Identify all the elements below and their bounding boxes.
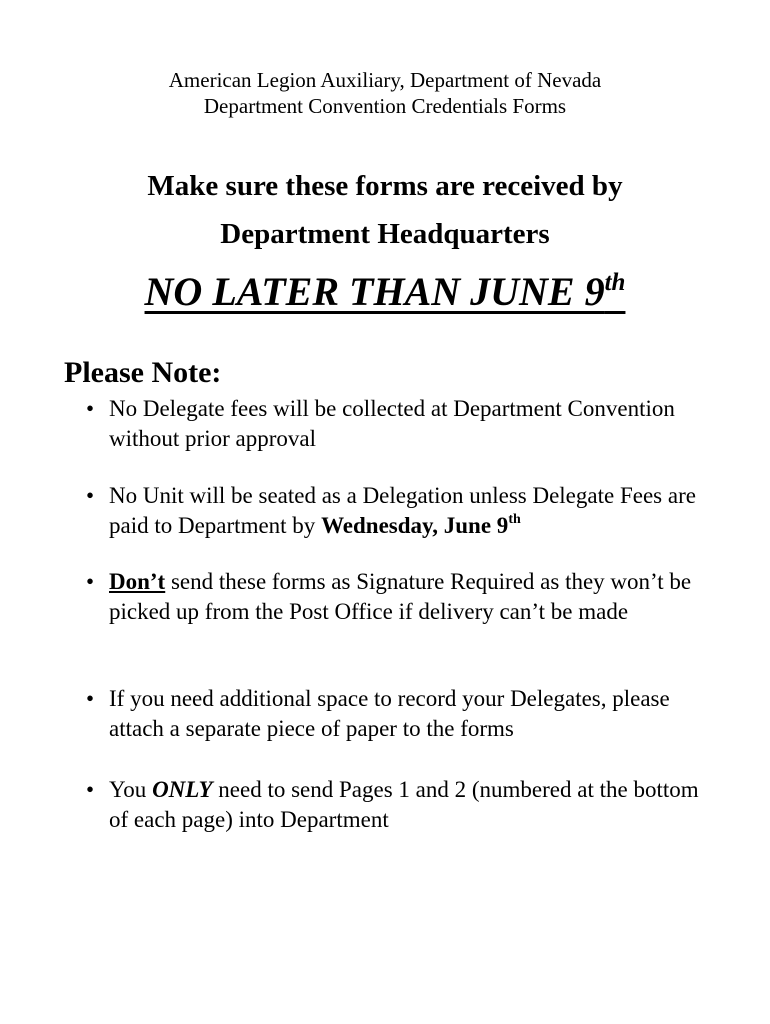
bullet-icon: • — [86, 777, 95, 802]
note-heading: Please Note: — [64, 356, 222, 389]
list-item-text-rest: need to send Pages 1 and 2 (numbered at the bottom of each page) into Department — [109, 777, 699, 832]
bullet-icon: • — [86, 483, 95, 508]
form-title: Department Convention Credentials Forms — [203, 94, 567, 118]
list-item-text — [109, 481, 699, 541]
deadline-underlined — [145, 269, 626, 314]
deadline-ordinal-suffix: th — [604, 269, 626, 296]
list-item-text: If you need additional space to record your Delegates, please attach a separate piece of paper to the forms — [109, 686, 670, 741]
list-item-text-start: You — [109, 777, 153, 802]
list-item-text — [109, 567, 699, 627]
date-ordinal-suffix: th — [508, 512, 521, 527]
bullet-icon: • — [86, 686, 95, 711]
emphasis-only: ONLY — [152, 777, 213, 802]
instruction-line-2: Department Headquarters — [220, 218, 550, 250]
deadline-text: NO LATER THAN JUNE 9 — [144, 269, 605, 314]
list-item-text — [109, 775, 699, 835]
list-item-text-start: No Unit will be seated as a Delegation unless Delegate Fees are paid to Department by — [109, 483, 696, 538]
instruction-line-1: Make sure these forms are received by — [147, 170, 623, 202]
list-item-text-rest: send these forms as Signature Required as they won’t be picked up from the Post Office if delivery can’t be made — [109, 569, 692, 624]
list-item-text: No Delegate fees will be collected at Department Convention without prior approval — [109, 396, 675, 451]
deadline-date: Wednesday, June 9 — [321, 513, 509, 538]
organization-name: American Legion Auxiliary, Department of Nevada — [168, 68, 602, 92]
deadline-notice — [0, 268, 770, 315]
bullet-icon: • — [86, 396, 95, 421]
emphasis-dont: Don’t — [109, 569, 166, 594]
bullet-icon: • — [86, 569, 95, 594]
